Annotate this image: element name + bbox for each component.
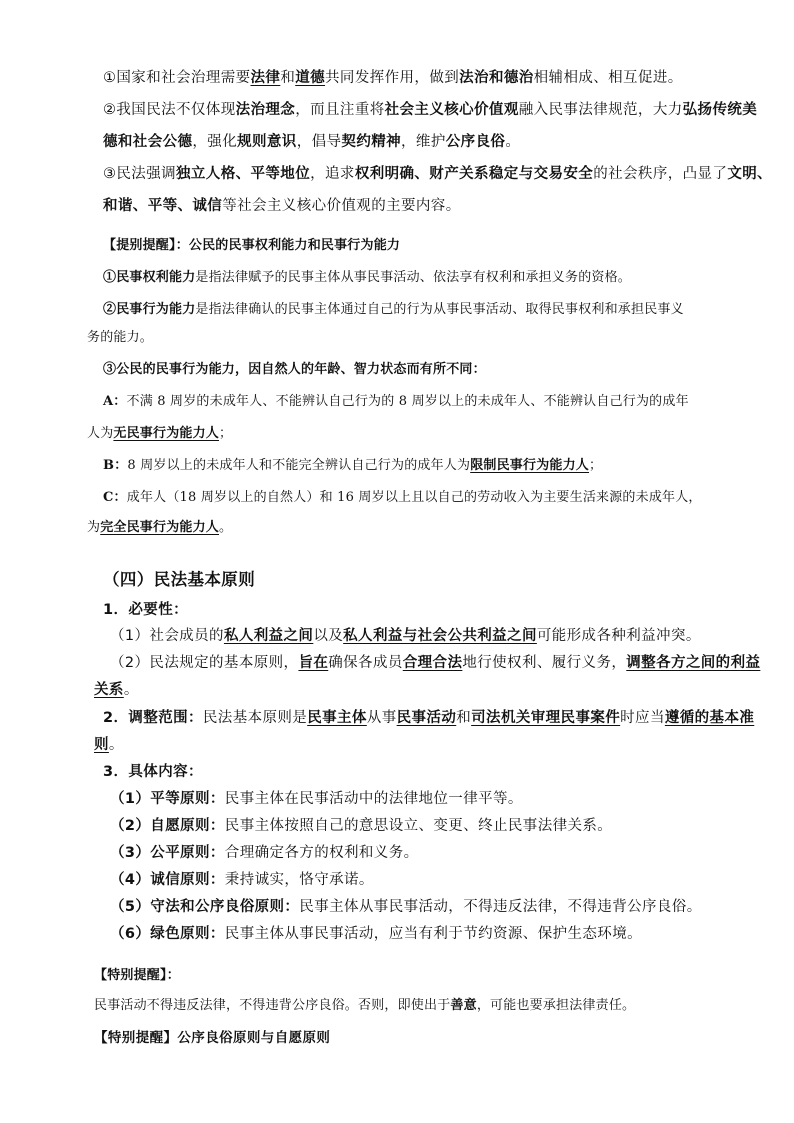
emphasis: 私人利益之间	[223, 628, 314, 644]
text: ，维护	[401, 134, 446, 150]
emphasis: 弘扬传统美	[682, 102, 758, 118]
emphasis: 社会主义核心价值观	[384, 102, 519, 118]
text: 民法基本原则是	[202, 710, 308, 726]
principle-text: 民事主体按照自己的意思设立、变更、终止民事法律关系。	[224, 818, 613, 834]
emphasis: 完全民事行为能力人	[100, 520, 220, 535]
emphasis: 调整各方之间的利益	[626, 655, 761, 671]
text: 相辅相成、相互促进。	[533, 70, 683, 86]
principle-label: （3）公平原则：	[110, 845, 225, 861]
tip-item-capacity-varies: ③公民的民事行为能力，因自然人的年龄、智力状态而有所不同：	[103, 362, 486, 377]
text: （2）民法规定的基本原则，	[110, 655, 299, 671]
text: 的社会秩序，凸显了	[593, 166, 728, 182]
emphasis: ①民事权利能力	[103, 270, 196, 285]
text: 。	[108, 737, 124, 753]
text: 时应当	[620, 710, 665, 726]
principle-label: （1）平等原则：	[110, 791, 225, 807]
text: 和	[280, 70, 296, 86]
principle-item	[110, 839, 735, 867]
text: 确保各成员	[328, 655, 403, 671]
principle-item	[110, 812, 735, 840]
text: 。	[123, 682, 139, 698]
principle-label: （6）绿色原则：	[110, 926, 225, 942]
text: 和	[456, 710, 472, 726]
emphasis: 法治理念	[235, 102, 296, 118]
paragraph-civil-law-values	[103, 96, 758, 124]
subheading-scope-cont	[94, 731, 719, 759]
text: ；	[219, 426, 233, 441]
text: 是指法律确认的民事主体通过自己的行为从事民事活动、取得民事权利和承担民事义	[195, 302, 684, 317]
text: 。	[505, 134, 521, 150]
emphasis: 合理合法	[402, 655, 463, 671]
text: ，强化	[192, 134, 238, 150]
emphasis: 德和社会公德	[103, 134, 193, 150]
text: ，追求	[310, 166, 355, 182]
text: 可能形成各种利益冲突。	[536, 628, 701, 644]
tip2-title: 【特别提醒】：	[94, 968, 180, 983]
text: 从事	[366, 710, 397, 726]
text: 。	[219, 520, 233, 535]
tip-title: 【提别提醒】：公民的民事权利能力和民事行为能力	[103, 238, 401, 253]
principle-label: （4）诚信原则：	[110, 872, 225, 888]
subheading-necessity: 1．必要性：	[103, 602, 188, 618]
tip-item-a-cont	[87, 420, 712, 448]
text: ，可能也要承担法律责任。	[476, 998, 636, 1013]
tip-item-capacity-conduct	[103, 296, 728, 324]
text: 融入民事法律规范，大力	[518, 102, 683, 118]
tip-item-capacity-rights	[103, 264, 728, 292]
necessity-item-1	[110, 622, 735, 650]
section-heading: （四）民法基本原则	[103, 570, 256, 589]
text: 成年人（18 周岁以上的自然人）和 16 周岁以上且以自己的劳动收入为主要生活来源的未成年人，	[126, 490, 702, 505]
text: 人为	[87, 426, 114, 441]
emphasis: ②民事行为能力	[103, 302, 196, 317]
principle-item	[110, 785, 735, 813]
tip-item-capacity-conduct-cont: 务的能力。	[87, 330, 154, 345]
text: ；	[589, 458, 603, 473]
emphasis: 限制民事行为能力人	[470, 458, 590, 473]
tip3-title: 【特别提醒】公序良俗原则与自愿原则	[94, 1030, 331, 1046]
text: ②我国民法不仅体现	[103, 102, 236, 118]
label: C：	[103, 490, 127, 505]
necessity-item-2-cont	[94, 676, 719, 704]
text: 等社会主义核心价值观的主要内容。	[222, 198, 461, 214]
label: A：	[103, 394, 127, 409]
label: 2．调整范围：	[103, 710, 203, 726]
emphasis: 私人利益与社会公共利益之间	[343, 628, 537, 644]
text: 地行使权利、履行义务，	[462, 655, 627, 671]
emphasis: 文明、	[727, 166, 773, 182]
text: 以及	[313, 628, 344, 644]
emphasis: 关系	[94, 682, 124, 698]
paragraph-law-and-morality	[103, 64, 728, 92]
emphasis: 权利明确、财产关系稳定与交易安全	[354, 166, 594, 182]
text: 是指法律赋予的民事主体从事民事活动、依法享有权利和承担义务的资格。	[195, 270, 632, 285]
tip-item-b	[103, 452, 728, 480]
paragraph-civil-law-emphasis-cont	[103, 192, 728, 220]
principle-text: 合理确定各方的权利和义务。	[224, 845, 419, 861]
emphasis: 公序良俗	[445, 134, 506, 150]
emphasis: 旨在	[298, 655, 329, 671]
emphasis: 则	[94, 737, 109, 753]
tip2-text	[94, 992, 719, 1020]
text: 为	[87, 520, 101, 535]
principle-text: 民事主体在民事活动中的法律地位一律平等。	[224, 791, 523, 807]
principle-text: 民事主体从事民事活动，不得违反法律，不得违背公序良俗。	[299, 899, 702, 915]
emphasis: 契约精神	[341, 134, 402, 150]
paragraph-civil-law-emphasis	[103, 160, 773, 188]
emphasis: 法治和德治	[459, 70, 534, 86]
emphasis: 遵循的基本准	[664, 710, 755, 726]
text: 不满 8 周岁的未成年人、不能辨认自己行为的 8 周岁以上的未成年人、不能辨认自己行为的成年	[126, 394, 689, 409]
emphasis: 民事主体	[307, 710, 367, 726]
text: 8 周岁以上的未成年人和不能完全辨认自己行为的成年人为	[127, 458, 471, 473]
text: （1）社会成员的	[110, 628, 224, 644]
text: ①国家和社会治理需要	[103, 70, 251, 86]
tip-item-a	[103, 388, 728, 416]
principle-item	[110, 893, 735, 921]
subheading-content: 3．具体内容：	[103, 764, 203, 780]
emphasis: 独立人格、平等地位	[176, 166, 311, 182]
necessity-item-2	[110, 649, 761, 677]
text: ，倡导	[296, 134, 342, 150]
emphasis: 无民事行为能力人	[113, 426, 220, 441]
tip-item-c	[103, 484, 728, 512]
emphasis: 司法机关审理民事案件	[471, 710, 621, 726]
emphasis: 善意	[450, 998, 477, 1013]
emphasis: 规则意识	[237, 134, 297, 150]
subheading-scope	[103, 704, 755, 732]
principle-label: （2）自愿原则：	[110, 818, 225, 834]
emphasis: 法律	[250, 70, 281, 86]
text: 民事活动不得违反法律，不得违背公序良俗。否则，即使出于	[94, 998, 451, 1013]
principle-text: 民事主体从事民事活动，应当有利于节约资源、保护生态环境。	[224, 926, 642, 942]
text: ③民法强调	[103, 166, 176, 182]
tip-item-c-cont	[87, 514, 712, 542]
principle-item	[110, 866, 735, 894]
emphasis: 道德	[295, 70, 326, 86]
text: ，而且注重将	[295, 102, 385, 118]
emphasis: 民事活动	[396, 710, 457, 726]
principle-text: 秉持诚实，恪守承诺。	[224, 872, 374, 888]
principle-item	[110, 920, 735, 948]
text: 共同发挥作用，做到	[325, 70, 460, 86]
paragraph-civil-law-values-cont	[103, 128, 728, 156]
principle-label: （5）守法和公序良俗原则：	[110, 899, 300, 915]
label: B：	[103, 458, 128, 473]
emphasis: 和谐、平等、诚信	[103, 198, 223, 214]
